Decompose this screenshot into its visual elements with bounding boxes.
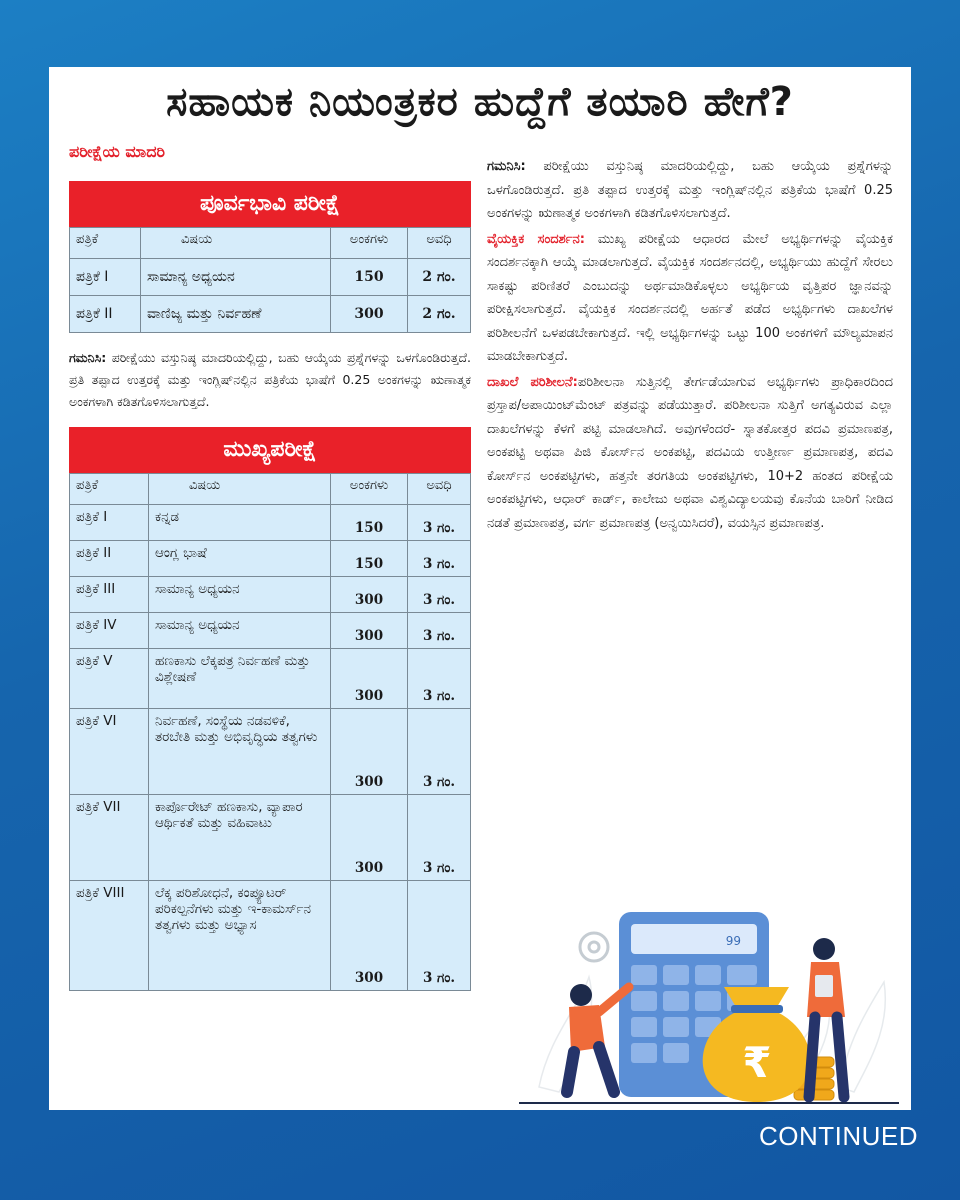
table-header-row bbox=[70, 474, 471, 505]
prelim-heading: ಪೂರ್ವಭಾವಿ ಪರೀಕ್ಷೆ bbox=[69, 181, 471, 227]
table-row bbox=[70, 541, 471, 577]
interview-label: ವೈಯಕ್ತಿಕ ಸಂದರ್ಶನ: bbox=[487, 231, 585, 247]
note-text: ಪರೀಕ್ಷೆಯು ವಸ್ತುನಿಷ್ಠ ಮಾದರಿಯಲ್ಲಿದ್ದು, ಬಹು ಆಯ್ಕೆಯ ಪ್ರಶ್ನೆಗಳನ್ನು ಒಳಗೊಂಡಿರುತ್ತದೆ. ಪ್ರತಿ ತಪ್ಪಾದ ಉತ್ತರಕ್ಕೆ ಮತ್ತು ಇಂಗ್ಲಿಷ್‌ನಲ್ಲಿನ ಪತ್ರಿಕೆಯ ಭಾಷೆಗೆ 0.25 ಅಂಕಗಳನ್ನು ಋಣಾತ್ಮಕ ಅಂಕಗಳಾಗಿ ಕಡಿತಗೊಳಿಸಲಾಗುತ್ತದೆ. bbox=[69, 350, 471, 409]
documents-label: ದಾಖಲೆ ಪರಿಶೀಲನೆ: bbox=[487, 374, 578, 390]
note-text: ಪರೀಕ್ಷೆಯು ವಸ್ತುನಿಷ್ಠ ಮಾದರಿಯಲ್ಲಿದ್ದು, ಬಹು ಆಯ್ಕೆಯ ಪ್ರಶ್ನೆಗಳನ್ನು ಒಳಗೊಂಡಿರುತ್ತದೆ. ಪ್ರತಿ ತಪ್ಪಾದ ಉತ್ತರಕ್ಕೆ ಮತ್ತು ಇಂಗ್ಲಿಷ್‌ನಲ್ಲಿನ ಪತ್ರಿಕೆಯ ಭಾಷೆಗೆ 0.25 ಅಂಕಗಳನ್ನು ಋಣಾತ್ಮಕ ಅಂಕಗಳಾಗಿ ಕಡಿತಗೊಳಿಸಲಾಗುತ್ತದೆ. bbox=[487, 159, 893, 221]
cell-paper: ಪತ್ರಿಕೆ II bbox=[70, 296, 141, 333]
note-label: ಗಮನಿಸಿ: bbox=[69, 350, 107, 365]
table-row bbox=[70, 649, 471, 709]
cell-marks: 150 bbox=[331, 541, 408, 577]
section-kicker: ಪರೀಕ್ಷೆಯ ಮಾದರಿ bbox=[69, 142, 165, 161]
cell-paper: ಪತ್ರಿಕೆ I bbox=[70, 259, 141, 296]
cell-duration: 2 ಗಂ. bbox=[408, 259, 471, 296]
cell-paper: ಪತ್ರಿಕೆ VII bbox=[70, 795, 149, 881]
cell-marks: 300 bbox=[331, 577, 408, 613]
col-header-duration: ಅವಧಿ bbox=[408, 228, 471, 259]
table-row bbox=[70, 505, 471, 541]
col-header-duration: ಅವಧಿ bbox=[408, 474, 471, 505]
finance-illustration bbox=[519, 887, 899, 1107]
cell-subject: ಸಾಮಾನ್ಯ ಅಧ್ಯಯನ bbox=[141, 259, 331, 296]
article-sheet bbox=[49, 67, 911, 1110]
table-row bbox=[70, 709, 471, 795]
cell-subject: ಆಂಗ್ಲ ಭಾಷೆ bbox=[149, 541, 331, 577]
col-header-paper: ಪತ್ರಿಕೆ bbox=[70, 228, 141, 259]
table-row bbox=[70, 296, 471, 333]
cell-subject: ಕನ್ನಡ bbox=[149, 505, 331, 541]
cell-duration: 3 ಗಂ. bbox=[408, 577, 471, 613]
right-column bbox=[487, 155, 893, 537]
cell-marks: 300 bbox=[331, 881, 408, 991]
cell-marks: 150 bbox=[331, 505, 408, 541]
mains-note bbox=[487, 155, 893, 226]
cell-paper: ಪತ್ರಿಕೆ III bbox=[70, 577, 149, 613]
cell-duration: 3 ಗಂ. bbox=[408, 613, 471, 649]
cell-duration: 3 ಗಂ. bbox=[408, 505, 471, 541]
col-header-subject: ವಿಷಯ bbox=[141, 228, 331, 259]
cell-duration: 3 ಗಂ. bbox=[408, 649, 471, 709]
cell-paper: ಪತ್ರಿಕೆ V bbox=[70, 649, 149, 709]
cell-marks: 300 bbox=[331, 296, 408, 333]
left-column bbox=[69, 181, 471, 991]
cell-marks: 150 bbox=[331, 259, 408, 296]
cell-paper: ಪತ್ರಿಕೆ VIII bbox=[70, 881, 149, 991]
cell-marks: 300 bbox=[331, 649, 408, 709]
table-row bbox=[70, 881, 471, 991]
col-header-subject: ವಿಷಯ bbox=[149, 474, 331, 505]
prelim-note bbox=[69, 347, 471, 413]
cell-duration: 3 ಗಂ. bbox=[408, 709, 471, 795]
cell-subject: ಸಾಮಾನ್ಯ ಅಧ್ಯಯನ bbox=[149, 577, 331, 613]
cell-paper: ಪತ್ರಿಕೆ I bbox=[70, 505, 149, 541]
page-title: ಸಹಾಯಕ ನಿಯಂತ್ರಕರ ಹುದ್ದೆಗೆ ತಯಾರಿ ಹೇಗೆ? bbox=[166, 79, 794, 125]
cell-duration: 3 ಗಂ. bbox=[408, 795, 471, 881]
cell-marks: 300 bbox=[331, 613, 408, 649]
documents-paragraph bbox=[487, 371, 893, 536]
cell-paper: ಪತ್ರಿಕೆ IV bbox=[70, 613, 149, 649]
mains-heading: ಮುಖ್ಯಪರೀಕ್ಷೆ bbox=[69, 427, 471, 473]
bag-symbol: ₹ bbox=[742, 1038, 772, 1087]
continued-label: CONTINUED bbox=[758, 1121, 918, 1151]
table-row bbox=[70, 795, 471, 881]
interview-paragraph bbox=[487, 228, 893, 369]
cell-subject: ಲೆಕ್ಕ ಪರಿಶೋಧನೆ, ಕಂಪ್ಯೂಟರ್ ಪರಿಕಲ್ಪನೆಗಳು ಮತ್ತು ಇ-ಕಾಮರ್ಸ್‌ನ ತತ್ವಗಳು ಮತ್ತು ಅಭ್ಯಾಸ bbox=[149, 881, 331, 991]
cell-duration: 2 ಗಂ. bbox=[408, 296, 471, 333]
calculator-display: 99 bbox=[725, 934, 741, 948]
documents-text: ಪರಿಶೀಲನಾ ಸುತ್ತಿನಲ್ಲಿ ತೇರ್ಗಡೆಯಾಗುವ ಅಭ್ಯರ್ಥಿಗಳು ಪ್ರಾಧಿಕಾರದಿಂದ ಪ್ರಸ್ತಾಪ/ಅಪಾಯಿಂಟ್‌ಮೆಂಟ್ ಪತ್ರವನ್ನು ಪಡೆಯುತ್ತಾರೆ. ಪರಿಶೀಲನಾ ಸುತ್ತಿಗೆ ಅಗತ್ಯವಿರುವ ಎಲ್ಲಾ ದಾಖಲೆಗಳನ್ನು ಕೆಳಗೆ ಪಟ್ಟಿ ಮಾಡಲಾಗಿದೆ. ಅವುಗಳೆಂದರೆ- ಸ್ನಾತಕೋತ್ತರ ಪದವಿ ಪ್ರಮಾಣಪತ್ರ, ಅಂಕಪಟ್ಟಿ ಅಥವಾ ಪಿಜಿ ಕೋರ್ಸ್‌ನ ಅಂಕಪಟ್ಟಿ, ಪದವಿಯ ಉತ್ತೀರ್ಣ ಪ್ರಮಾಣಪತ್ರ, ಪದವಿ ಕೋರ್ಸ್‌ನ ಅಂಕಪಟ್ಟಿಗಳು, ಹತ್ತನೇ ತರಗತಿಯ ಅಂಕಪಟ್ಟಿಗಳು, 10+2 ಹಂತದ ಪರೀಕ್ಷೆಯ ಅಂಕಪಟ್ಟಿಗಳು, ಆಧಾರ್ ಕಾರ್ಡ್, ಕಾಲೇಜು ಅಥವಾ ವಿಶ್ವವಿದ್ಯಾಲಯವು ಕೊನೆಯ ಬಾರಿಗೆ ನೀಡಿದ ನಡತೆ ಪ್ರಮಾಣಪತ್ರ, ವರ್ಗ ಪ್ರಮಾಣಪತ್ರ (ಅನ್ವಯಿಸಿದರೆ), ವಯಸ್ಸಿನ ಪ್ರಮಾಣಪತ್ರ. bbox=[487, 374, 893, 531]
col-header-paper: ಪತ್ರಿಕೆ bbox=[70, 474, 149, 505]
cell-subject: ನಿರ್ವಹಣೆ, ಸಂಸ್ಥೆಯ ನಡವಳಿಕೆ, ತರಬೇತಿ ಮತ್ತು ಅಭಿವೃದ್ಧಿಯ ತತ್ವಗಳು bbox=[149, 709, 331, 795]
prelim-table bbox=[69, 227, 471, 333]
cell-subject: ವಾಣಿಜ್ಯ ಮತ್ತು ನಿರ್ವಹಣೆ bbox=[141, 296, 331, 333]
cell-subject: ಸಾಮಾನ್ಯ ಅಧ್ಯಯನ bbox=[149, 613, 331, 649]
table-row bbox=[70, 259, 471, 296]
note-label: ಗಮನಿಸಿ: bbox=[487, 159, 526, 174]
mains-table bbox=[69, 473, 471, 991]
cell-marks: 300 bbox=[331, 709, 408, 795]
interview-text: ಮುಖ್ಯ ಪರೀಕ್ಷೆಯ ಆಧಾರದ ಮೇಲೆ ಅಭ್ಯರ್ಥಿಗಳನ್ನು ವೈಯಕ್ತಿಕ ಸಂದರ್ಶನಕ್ಕಾಗಿ ಆಯ್ಕೆ ಮಾಡಲಾಗುತ್ತದೆ. ವೈಯಕ್ತಿಕ ಸಂದರ್ಶನದಲ್ಲಿ, ಅಭ್ಯರ್ಥಿಯು ಹುದ್ದೆಗೆ ಸೇರಲು ಸಾಕಷ್ಟು ಪರಿಣಿತರೆ ಎಂಬುದನ್ನು ಅರ್ಥಮಾಡಿಕೊಳ್ಳಲು ಅಭ್ಯರ್ಥಿಯ ವೃತ್ತಿಪರ ಜ್ಞಾನವನ್ನು ಪರೀಕ್ಷಿಸಲಾಗುತ್ತದೆ. ವೈಯಕ್ತಿಕ ಸಂದರ್ಶನದಲ್ಲಿ ಅರ್ಹತೆ ಪಡೆದ ಅಭ್ಯರ್ಥಿಗಳು ದಾಖಲೆಗಳ ಪರಿಶೀಲನೆಗೆ ಒಳಪಡಬೇಕಾಗುತ್ತದೆ. ಇಲ್ಲಿ ಅಭ್ಯರ್ಥಿಗಳನ್ನು ಒಟ್ಟು 100 ಅಂಕಗಳಿಗೆ ಮೌಲ್ಯಮಾಪನ ಮಾಡಬೇಕಾಗುತ್ತದೆ. bbox=[487, 231, 893, 364]
cell-paper: ಪತ್ರಿಕೆ II bbox=[70, 541, 149, 577]
table-row bbox=[70, 577, 471, 613]
col-header-marks: ಅಂಕಗಳು bbox=[331, 228, 408, 259]
cell-duration: 3 ಗಂ. bbox=[408, 541, 471, 577]
cell-paper: ಪತ್ರಿಕೆ VI bbox=[70, 709, 149, 795]
table-row bbox=[70, 613, 471, 649]
gear-icon bbox=[580, 933, 608, 961]
col-header-marks: ಅಂಕಗಳು bbox=[331, 474, 408, 505]
cell-subject: ಕಾರ್ಪೊರೇಟ್ ಹಣಕಾಸು, ವ್ಯಾಪಾರ ಆರ್ಥಿಕತೆ ಮತ್ತು ವಹಿವಾಟು bbox=[149, 795, 331, 881]
cell-subject: ಹಣಕಾಸು ಲೆಕ್ಕಪತ್ರ ನಿರ್ವಹಣೆ ಮತ್ತು ವಿಶ್ಲೇಷಣೆ bbox=[149, 649, 331, 709]
cell-duration: 3 ಗಂ. bbox=[408, 881, 471, 991]
cell-marks: 300 bbox=[331, 795, 408, 881]
table-header-row bbox=[70, 228, 471, 259]
